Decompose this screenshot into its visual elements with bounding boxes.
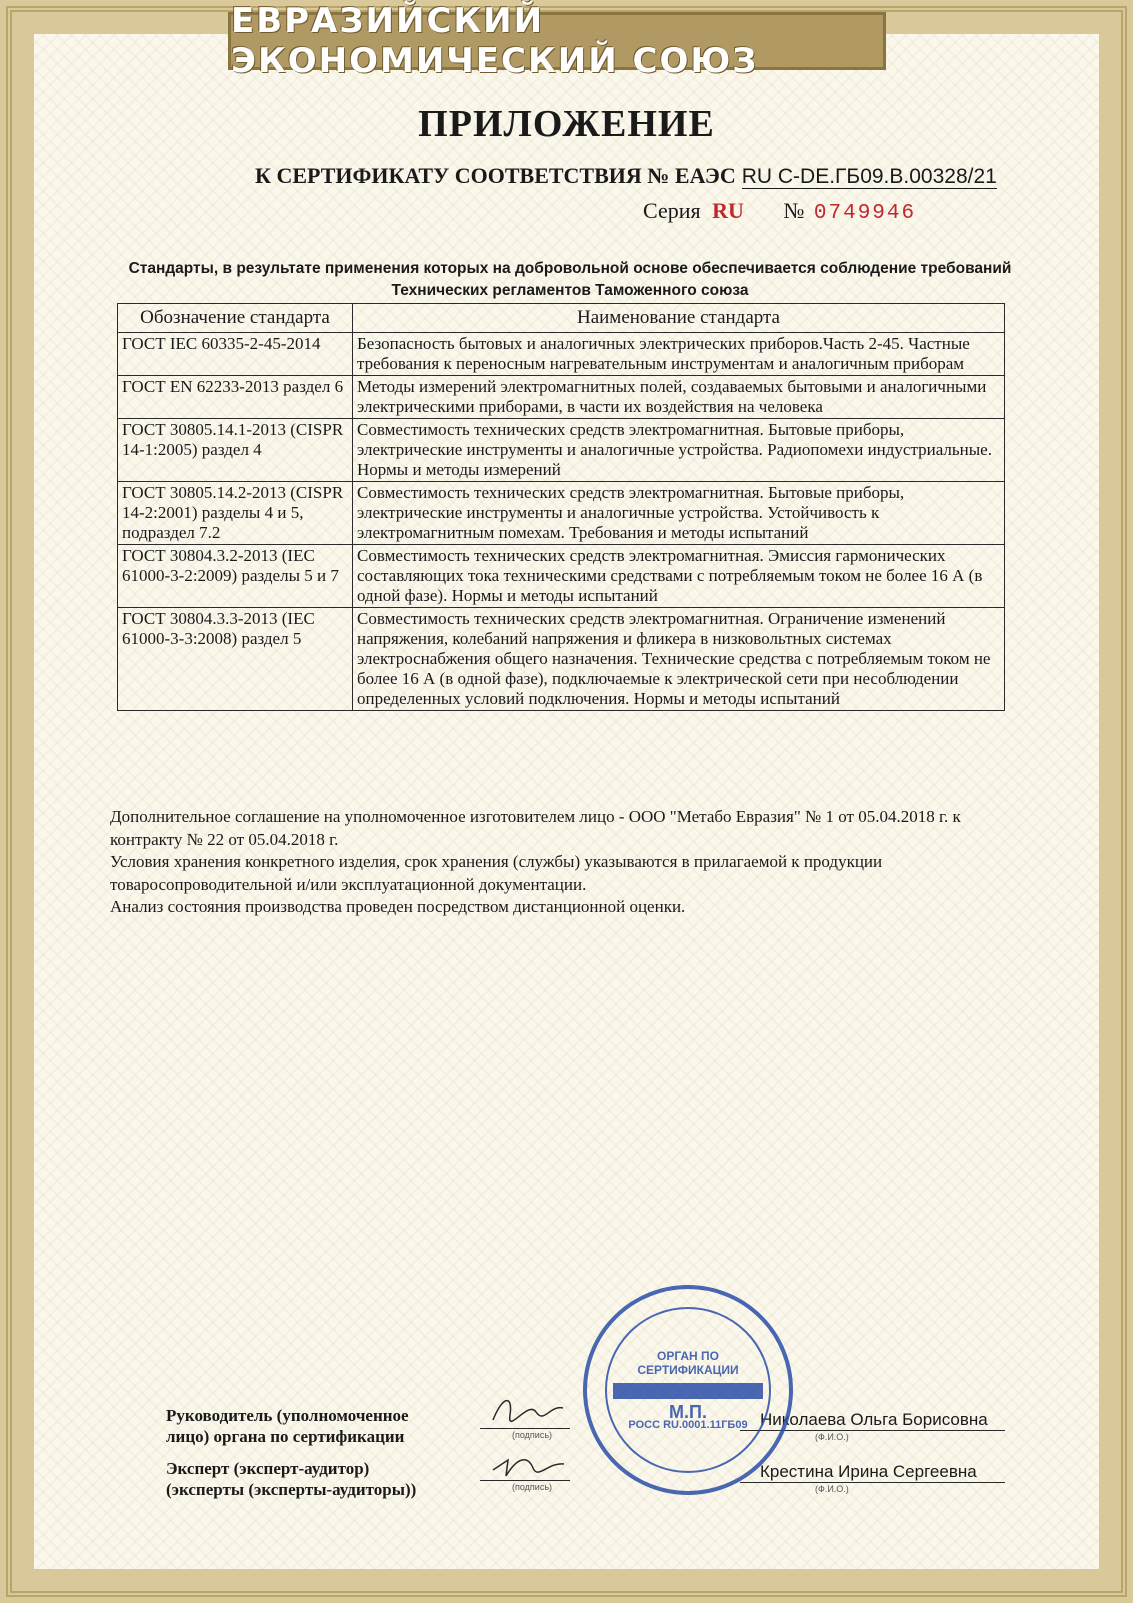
table-row [118,545,1005,608]
head-signature-line [480,1428,570,1429]
standard-code: ГОСТ 30805.14.2-2013 (CISPR 14-2:2001) разделы 4 и 5, подраздел 7.2 [118,482,353,545]
standard-name: Совместимость технических средств электромагнитная. Эмиссия гармонических составляющих тока техническими средствами с потребляемым током не более 16 А (в одной фазе). Нормы и методы испытаний [353,545,1005,608]
table-row [118,419,1005,482]
expert-label-line2: (эксперты (эксперты-аудиторы)) [166,1480,417,1499]
intro-text: Стандарты, в результате применения которых на добровольной основе обеспечивается соблюдение требований Технических регламентов Таможенного союза [128,260,1012,299]
table-header-row [118,304,1005,333]
series-label: Серия [643,198,701,223]
stamp-text-1: ОРГАН ПО [656,1349,719,1363]
head-name-caption: (Ф.И.О.) [815,1432,849,1442]
standard-code: ГОСТ 30804.3.2-2013 (IEC 61000-3-2:2009) разделы 5 и 7 [118,545,353,608]
certification-stamp [583,1285,793,1495]
standard-code: ГОСТ EN 62233-2013 раздел 6 [118,376,353,419]
certificate-reference [255,163,997,189]
expert-name-caption: (Ф.И.О.) [815,1484,849,1494]
expert-name: Крестина Ирина Сергеевна [760,1462,977,1481]
stamp-mp: М.П. [669,1402,707,1422]
standard-name: Безопасность бытовых и аналогичных электрических приборов.Часть 2-45. Частные требования к переносным нагревательным инструментам и аналогичным приборам [353,333,1005,376]
expert-label-line1: Эксперт (эксперт-аудитор) [166,1459,370,1478]
standard-name: Совместимость технических средств электромагнитная. Ограничение изменений напряжения, колебаний напряжения и фликера в низковольтных системах электроснабжения общего назначения. Технические средства с потребляемым током не более 16 А (в одной фазе), подключаемые к электрической сети при несоблюдении определенных условий подключения. Нормы и методы испытаний [353,608,1005,711]
serial-number: 0749946 [813,202,917,225]
standard-code: ГОСТ 30805.14.1-2013 (CISPR 14-1:2005) раздел 4 [118,419,353,482]
standards-table [117,303,1005,711]
standard-name: Совместимость технических средств электромагнитная. Бытовые приборы, электрические инструменты и аналогичные устройства. Радиопомехи индустриальные. Нормы и методы измерений [353,419,1005,482]
table-row [118,608,1005,711]
standard-code: ГОСТ 30804.3.3-2013 (IEC 61000-3-3:2008) раздел 5 [118,608,353,711]
head-label-line1: Руководитель (уполномоченное [166,1406,409,1425]
head-signature-icon [488,1390,568,1430]
notes-block [110,806,990,919]
series-value: RU [712,198,744,223]
head-signature-caption: (подпись) [512,1430,553,1440]
stamp-reg: РОСС RU.0001.11ГБ09 [628,1419,748,1431]
column-header-code: Обозначение стандарта [118,304,353,333]
stamp-text-2: СЕРТИФИКАЦИИ [637,1363,739,1377]
table-row [118,376,1005,419]
table-row [118,482,1005,545]
head-signatory-label [166,1405,409,1447]
note-analysis: Анализ состояния производства проведен посредством дистанционной оценки. [110,897,686,916]
certificate-number: RU C-DE.ГБ09.В.00328/21 [741,165,997,188]
expert-signature-line [480,1480,570,1481]
series-line [643,198,916,225]
expert-signature-caption: (подпись) [512,1482,553,1492]
expert-signatory-label [166,1458,416,1500]
number-label: № [783,198,805,223]
head-label-line2: лицо) органа по сертификации [166,1427,405,1446]
expert-signature-icon [488,1448,568,1484]
note-agreement: Дополнительное соглашение на уполномоченное изготовителем лицо - ООО "Метабо Евразия" № 1 от 05.04.2018 г. к контракту № 22 от 05.04.2018 г. [110,807,961,849]
standard-name: Методы измерений электромагнитных полей, создаваемых бытовыми и аналогичными электрическими приборами, в части их воздействия на человека [353,376,1005,419]
standard-code: ГОСТ IEC 60335-2-45-2014 [118,333,353,376]
note-storage: Условия хранения конкретного изделия, срок хранения (службы) указываются в прилагаемой к продукции товаросопроводительной и/или эксплуатационной документации. [110,852,883,894]
head-name: Николаева Ольга Борисовна [760,1410,988,1429]
union-banner: ЕВРАЗИЙСКИЙ ЭКОНОМИЧЕСКИЙ СОЮЗ [228,12,886,70]
column-header-name: Наименование стандарта [353,304,1005,333]
expert-name-line [740,1482,1005,1483]
standard-name: Совместимость технических средств электромагнитная. Бытовые приборы, электрические инструменты и аналогичные устройства. Устойчивость к электромагнитным помехам. Требования и методы испытаний [353,482,1005,545]
certificate-prefix: К СЕРТИФИКАТУ СООТВЕТСТВИЯ № ЕАЭС [255,163,736,188]
table-row [118,333,1005,376]
page-title: ПРИЛОЖЕНИЕ [418,103,715,145]
stamp-bar [613,1383,763,1399]
